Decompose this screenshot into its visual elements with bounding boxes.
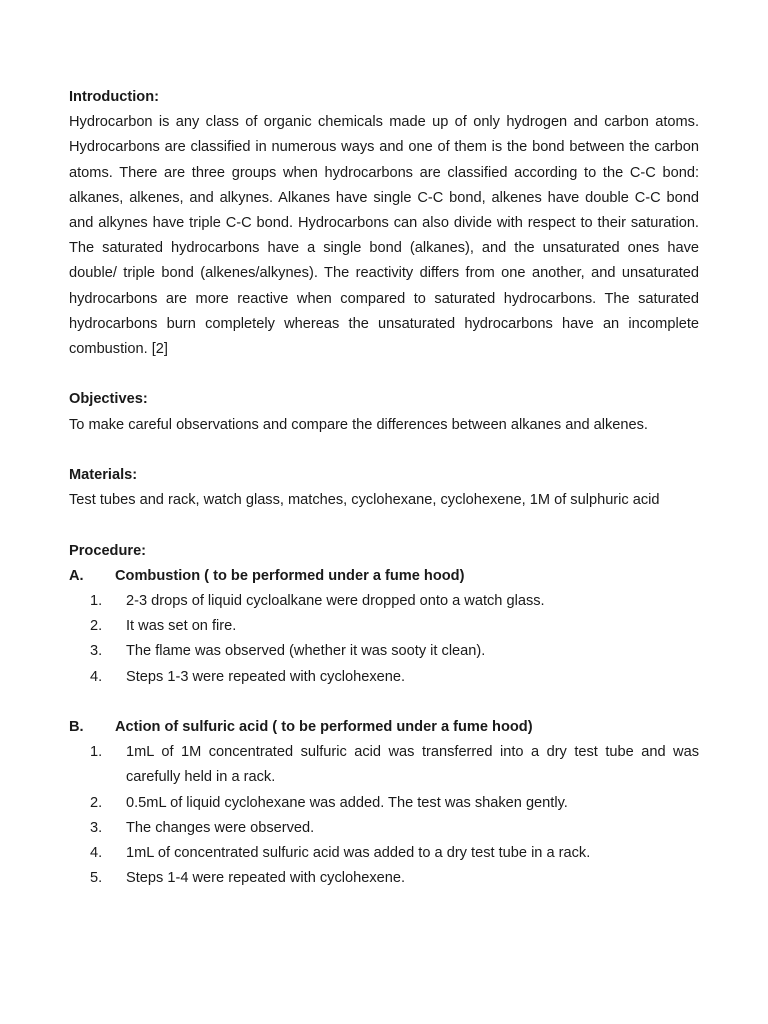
step-text: 2-3 drops of liquid cycloalkane were dropped onto a watch glass. <box>126 593 545 610</box>
spacer <box>69 513 699 538</box>
procedure-section-b <box>69 715 699 891</box>
step-text: The changes were observed. <box>126 819 315 836</box>
objectives-text: To make careful observations and compare the differences between alkanes and alkenes. <box>69 416 648 433</box>
materials-heading: Materials: <box>69 467 138 484</box>
list-item <box>69 589 699 614</box>
step-number: 4. <box>90 845 103 862</box>
objectives-heading: Objectives: <box>69 391 148 408</box>
spacer <box>69 690 699 715</box>
step-number: 4. <box>90 668 103 685</box>
step-number: 1. <box>90 744 103 761</box>
spacer <box>69 362 699 387</box>
step-text: 0.5mL of liquid cyclohexane was added. The test was shaken gently. <box>126 794 568 811</box>
list-item <box>69 639 699 664</box>
step-number: 1. <box>90 593 103 610</box>
section-a-title: Combustion ( to be performed under a fume hood) <box>115 567 465 584</box>
step-text: 1mL of 1M concentrated sulfuric acid was transferred into a dry test tube and was carefully held in a rack. <box>126 744 699 786</box>
document-body <box>69 85 699 891</box>
step-text: Steps 1-3 were repeated with cyclohexene. <box>126 668 406 685</box>
spacer <box>69 438 699 463</box>
section-b-heading <box>69 715 699 740</box>
list-item <box>69 841 699 866</box>
step-text: The flame was observed (whether it was sooty it clean). <box>126 643 486 660</box>
procedure-section-a <box>69 564 699 690</box>
step-number: 2. <box>90 618 103 635</box>
introduction-text: Hydrocarbon is any class of organic chemicals made up of only hydrogen and carbon atoms. Hydrocarbons are classified in numerous ways and one of them is the bond between the carbon atoms. There are three groups when hydrocarbons are classified according to the C-C bond: alkanes, alkenes, and alkynes. Alkanes have single C-C bond, alkenes have double C-C bond and alkynes have triple C-C bond. Hydrocarbons can also divide with respect to their saturation. The saturated hydrocarbons have a single bond (alkanes), and the unsaturated ones have double/ triple bond (alkenes/alkynes). The reactivity differs from one another, and unsaturated hydrocarbons are more reactive when compared to saturated hydrocarbons. The saturated hydrocarbons burn completely whereas the unsaturated hydrocarbons have an incomplete combustion. [2] <box>69 114 699 358</box>
step-text: It was set on fire. <box>126 618 237 635</box>
section-b-steps <box>69 740 699 891</box>
list-item <box>69 740 699 790</box>
list-item <box>69 665 699 690</box>
step-number: 5. <box>90 870 103 887</box>
list-item <box>69 614 699 639</box>
list-item <box>69 791 699 816</box>
materials-text: Test tubes and rack, watch glass, matches, cyclohexane, cyclohexene, 1M of sulphuric acid <box>69 492 660 509</box>
list-item <box>69 866 699 891</box>
step-text: Steps 1-4 were repeated with cyclohexene. <box>126 870 406 887</box>
procedure-heading: Procedure: <box>69 542 147 559</box>
section-b-letter: B. <box>69 719 84 736</box>
section-b-title: Action of sulfuric acid ( to be performed under a fume hood) <box>115 719 533 736</box>
introduction-heading: Introduction: <box>69 89 159 105</box>
list-item <box>69 816 699 841</box>
section-a-steps <box>69 589 699 690</box>
step-number: 2. <box>90 794 103 811</box>
section-a-heading <box>69 564 699 589</box>
section-a-letter: A. <box>69 567 84 584</box>
step-text: 1mL of concentrated sulfuric acid was added to a dry test tube in a rack. <box>126 845 591 862</box>
step-number: 3. <box>90 819 103 836</box>
step-number: 3. <box>90 643 103 660</box>
